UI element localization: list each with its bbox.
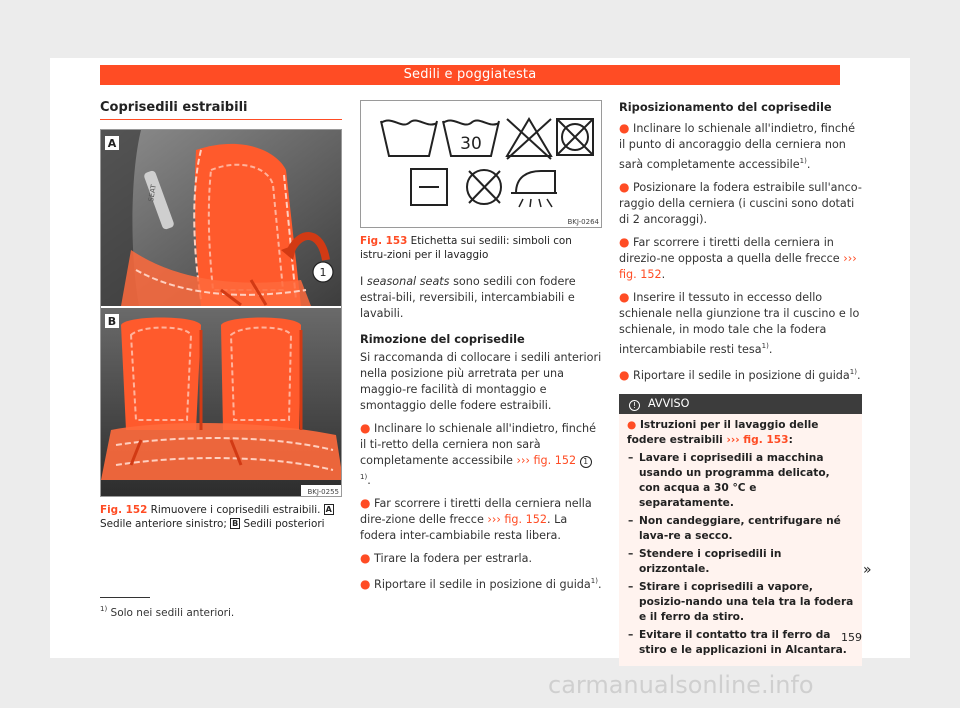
notice-item: – Stirare i coprisedili a vapore, posizio-nando una tela tra la fodera e il ferro da stiro. xyxy=(628,581,854,623)
notice-item: – Evitare il contatto tra il ferro da stiro e le applicazioni in Alcantara. xyxy=(628,629,847,656)
column-left xyxy=(100,100,342,531)
watermark: carmanualsonline.info xyxy=(548,671,814,699)
figure-reference-link[interactable]: ››› fig. 153 xyxy=(726,434,789,446)
wash-icon xyxy=(381,121,437,156)
svg-text:SEAT: SEAT xyxy=(147,183,158,203)
list-item: ● Inserire il tessuto in eccesso dello schienale nella giunzione tra il cuscino e lo schienale, in modo tale che la fodera intercambiabile resti tesa$^{1)}$. xyxy=(619,290,860,356)
list-item: ● Posizionare la fodera estraibile sull'anco-raggio della cerniera (i cuscini sono dotati di 2 ancoraggi). xyxy=(619,180,862,226)
notice-item: – Non candeggiare, centrifugare né lava-re a secco. xyxy=(628,515,841,542)
panel-label-b: B xyxy=(107,315,117,328)
list-item: ● Far scorrere i tiretti della cerniera nella dire-zione delle frecce ››› fig. 152. La fodera inter-cambiabile resta libera. xyxy=(360,496,592,542)
intro-paragraph: I seasonal seats sono sedili con fodere estrai-bili, reversibili, intercambiabili e lavabili. xyxy=(360,275,576,320)
list-item: ● Riportare il sedile in posizione di guida$^{1)}$. xyxy=(619,368,861,382)
info-icon: ! xyxy=(629,400,640,411)
list-item: ● Tirare la fodera per estrarla. xyxy=(360,551,533,565)
column-right xyxy=(619,100,862,666)
page-number: 159 xyxy=(841,631,862,644)
svg-text:30: 30 xyxy=(460,134,482,154)
figure-153-caption: Fig. 153 Etichetta sui sedili: simboli con istru-zioni per il lavaggio xyxy=(360,235,572,261)
notice-item: – Stendere i coprisedili in orizzontale. xyxy=(628,548,782,575)
figure-152-caption: Fig. 152 Rimuovere i coprisedili estraibili. A Sedile anteriore sinistro; B Sedili posteriori xyxy=(100,504,332,530)
removal-paragraph: Si raccomanda di collocare i sedili anteriori nella posizione più arretrata per una maggio-re facilità di montaggio e smontaggio delle fodere estraibili. xyxy=(360,351,602,412)
list-item: ● Inclinare lo schienale all'indietro, finché il punto di ancoraggio della cerniera non sarà completamente accessibile$^{1)}$. xyxy=(619,121,856,171)
panel-label-a: A xyxy=(107,137,117,150)
figure-152 xyxy=(100,129,342,497)
notice-main: ● Istruzioni per il lavaggio delle fodere estraibili ››› fig. 153: xyxy=(627,419,819,446)
list-item: ● Riportare il sedile in posizione di guida$^{1)}$. xyxy=(360,577,602,591)
column-middle xyxy=(360,100,602,593)
figure-code: BKJ-0255 xyxy=(307,488,339,496)
continue-marker: » xyxy=(863,562,872,578)
figure-153 xyxy=(360,100,602,228)
running-header: Sedili e poggiatesta xyxy=(100,65,840,85)
notice-box xyxy=(619,394,862,666)
removal-heading: Rimozione del coprisedile xyxy=(360,332,525,346)
notice-header: ! AVVISO xyxy=(619,394,862,414)
reposition-heading: Riposizionamento del coprisedile xyxy=(619,100,832,114)
seat-illustration xyxy=(101,130,342,497)
care-label-symbols xyxy=(361,101,602,228)
svg-text:1: 1 xyxy=(319,266,327,279)
notice-item: – Lavare i coprisedili a macchina usando un programma delicato, con acqua a 30 °C e separatamente. xyxy=(628,452,830,509)
figure-reference-link[interactable]: ››› fig. 152 xyxy=(619,252,857,281)
footnote-divider xyxy=(100,597,150,598)
footnote: $^{1)}$ Solo nei sedili anteriori. xyxy=(100,605,235,619)
figure-reference-link[interactable]: ››› fig. 152 xyxy=(487,513,547,526)
steam-iron-icon xyxy=(516,171,555,193)
figure-code: BKJ-0264 xyxy=(567,218,599,226)
list-item: ● Far scorrere i tiretti della cerniera in direzio-ne opposta a quella delle frecce ››› fig. 152. xyxy=(619,235,857,281)
section-title: Coprisedili estraibili xyxy=(100,100,342,120)
notice-body xyxy=(619,414,862,666)
figure-reference-link[interactable]: ››› fig. 152 xyxy=(516,454,577,467)
list-item: ● Inclinare lo schienale all'indietro, finché il ti-retto della cerniera non sarà completamente accessibile ››› fig. 152 1$^{1)}$. xyxy=(360,421,597,487)
